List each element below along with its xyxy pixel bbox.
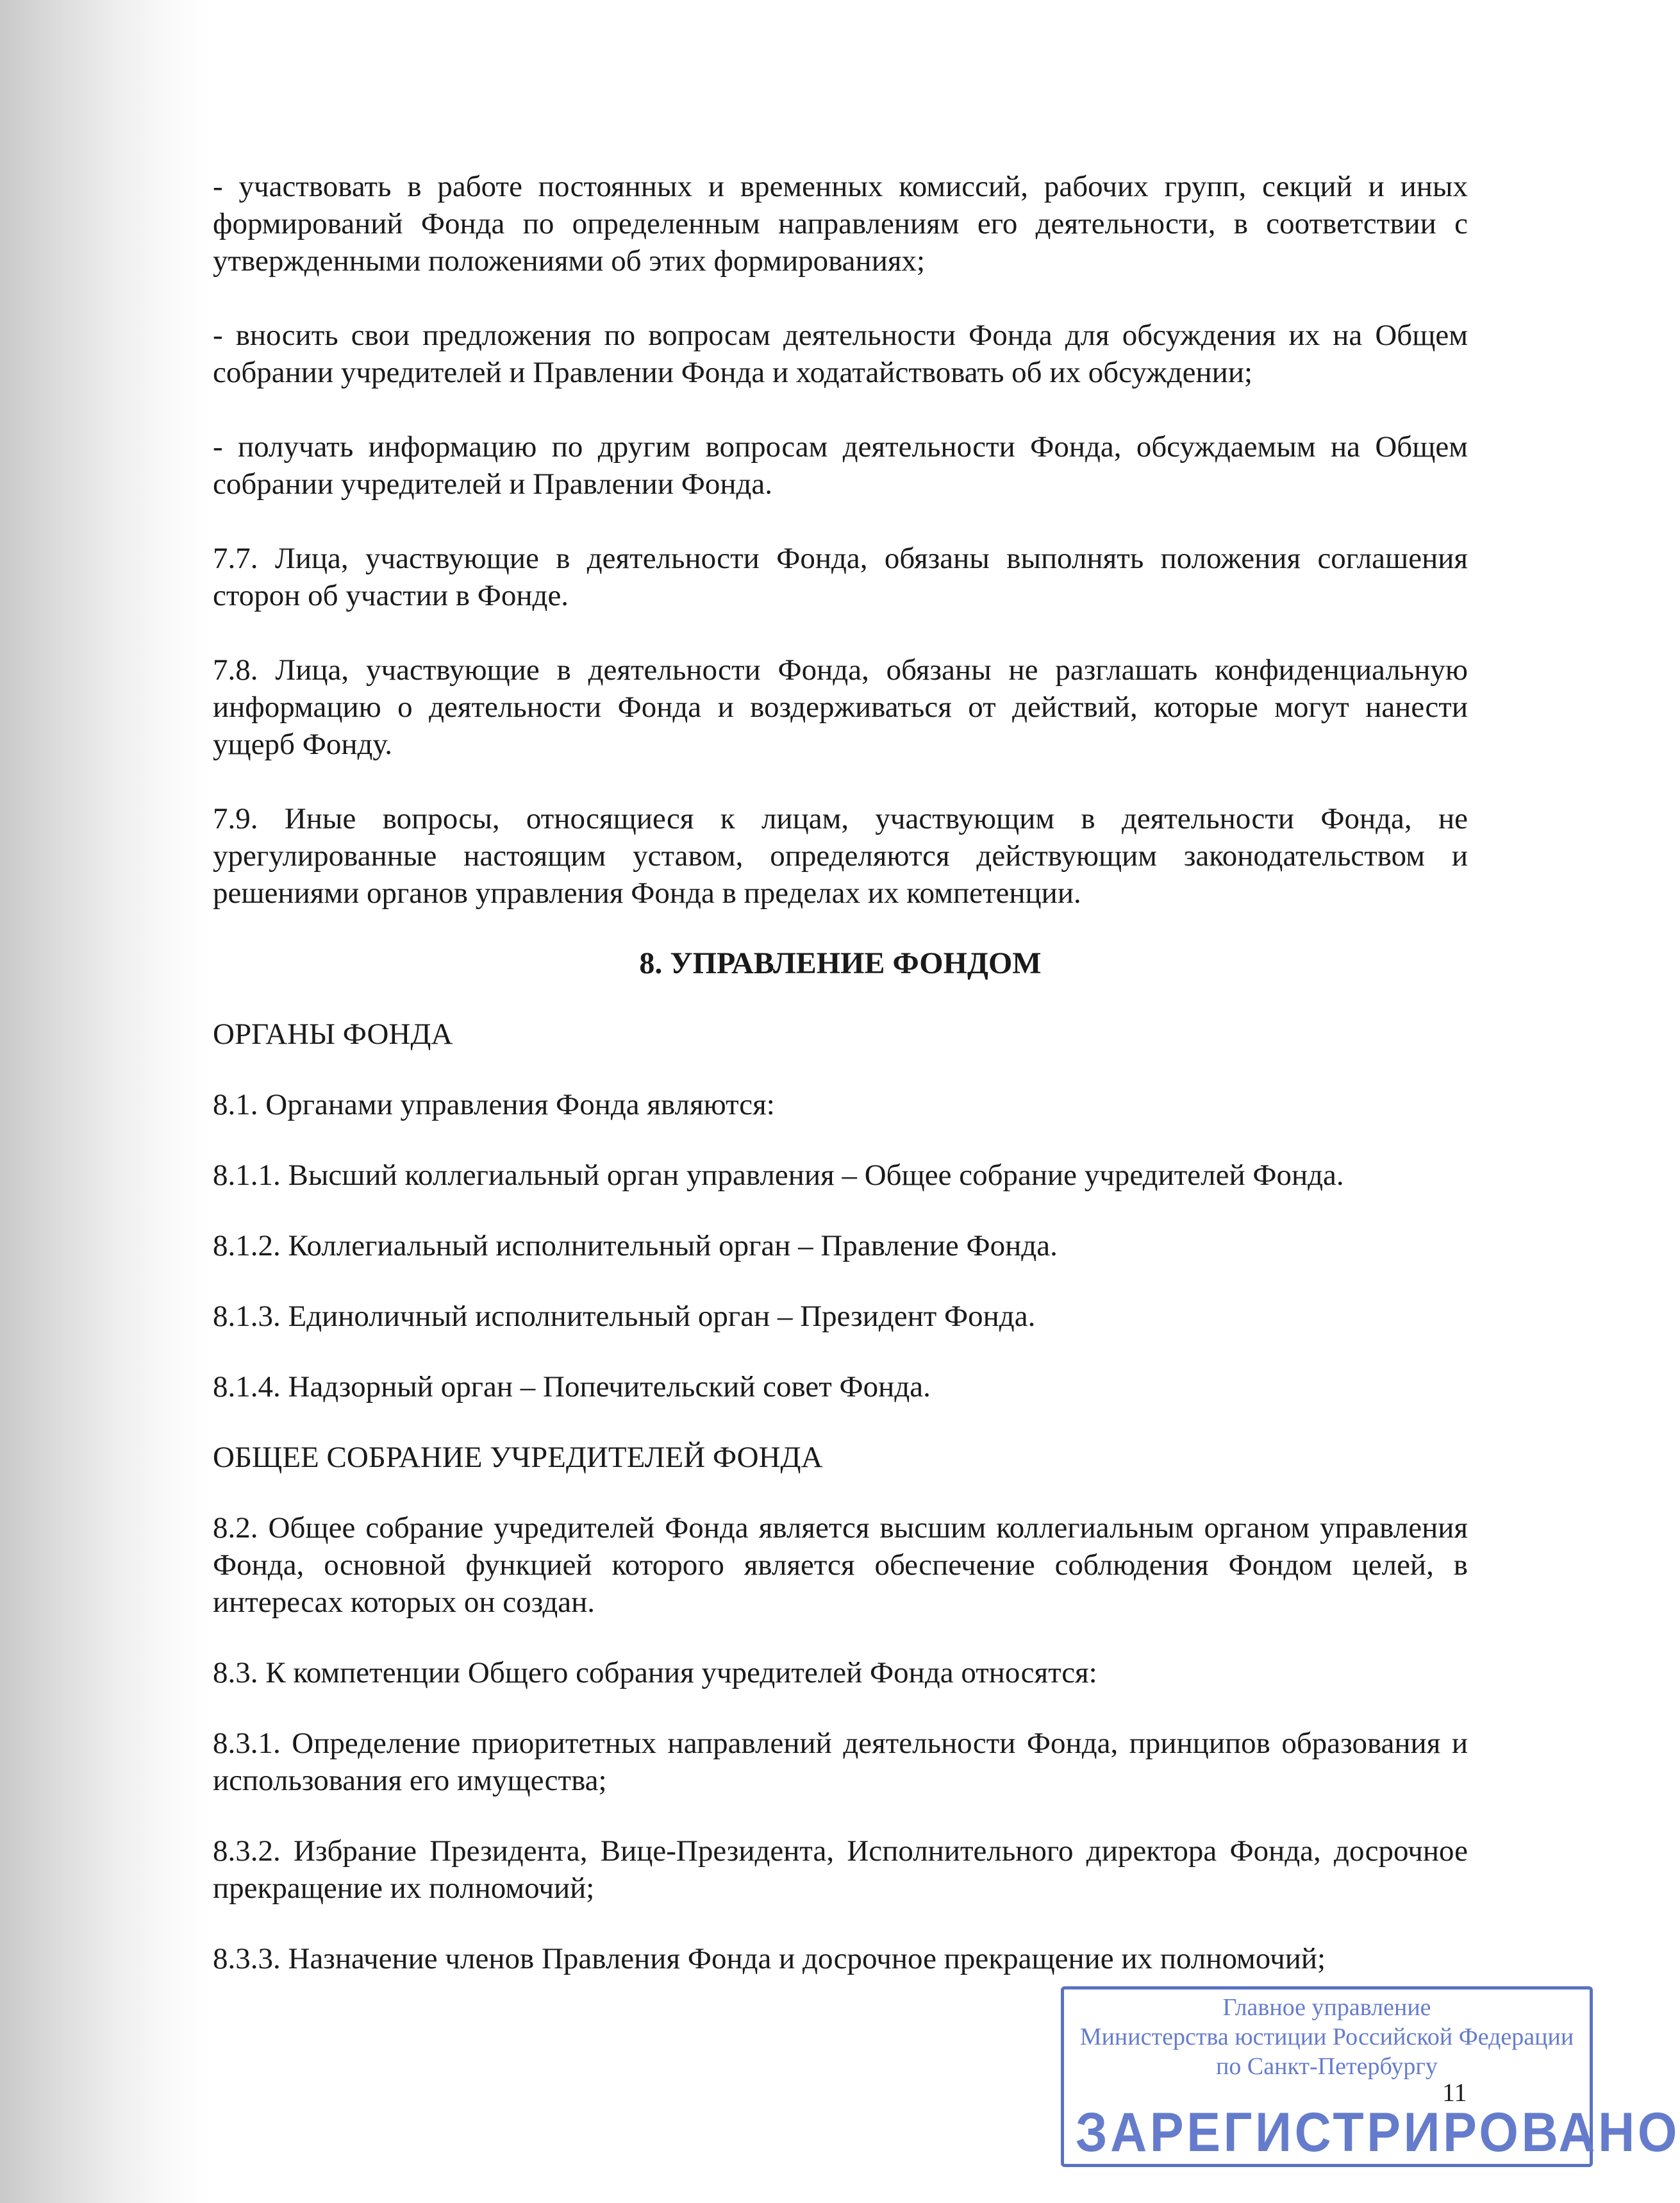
- paragraph-participate: - участвовать в работе постоянных и временных комиссий, рабочих групп, секций и иных формирований Фонда по определенным направлениям его деятельности, в соответствии с утвержденными положениями об этих формированиях;: [213, 170, 1468, 278]
- paragraph-8-1: 8.1. Органами управления Фонда являются:: [213, 1088, 775, 1121]
- scan-edge-shadow: [0, 0, 212, 2203]
- paragraph-8-1-1: 8.1.1. Высший коллегиальный орган управления – Общее собрание учредителей Фонда.: [213, 1159, 1344, 1192]
- paragraph-8-3: 8.3. К компетенции Общего собрания учредителей Фонда относятся:: [213, 1656, 1097, 1689]
- page-number: 11: [1442, 2078, 1467, 2107]
- paragraph-8-3-1: 8.3.1. Определение приоритетных направлений деятельности Фонда, принципов образования и использования его имущества;: [213, 1727, 1468, 1797]
- subheading-general-meeting: ОБЩЕЕ СОБРАНИЕ УЧРЕДИТЕЛЕЙ ФОНДА: [213, 1441, 823, 1474]
- stamp-line-ministry: Министерства юстиции Российской Федерации: [1079, 2023, 1574, 2050]
- paragraph-proposals: - вносить свои предложения по вопросам деятельности Фонда для обсуждения их на Общем собрании учредителей и Правлении Фонда и ходатайствовать об их обсуждении;: [213, 319, 1468, 389]
- paragraph-8-2: 8.2. Общее собрание учредителей Фонда является высшим коллегиальным органом управления Фонда, основной функцией которого является обеспечение соблюдения Фондом целей, в интересах которых он создан.: [213, 1511, 1468, 1619]
- paragraph-8-3-2: 8.3.2. Избрание Президента, Вице-Президента, Исполнительного директора Фонда, досрочное прекращение их полномочий;: [213, 1834, 1468, 1905]
- paragraph-8-1-4: 8.1.4. Надзорный орган – Попечительский совет Фонда.: [213, 1370, 931, 1403]
- stamp-line-city: по Санкт-Петербургу: [1216, 2053, 1438, 2080]
- paragraph-8-1-2: 8.1.2. Коллегиальный исполнительный орган – Правление Фонда.: [213, 1229, 1058, 1262]
- registration-stamp: [1061, 1986, 1680, 2167]
- document-body: [213, 168, 1468, 1977]
- paragraph-information: - получать информацию по другим вопросам деятельности Фонда, обсуждаемым на Общем собрании учредителей и Правлении Фонда.: [213, 430, 1468, 501]
- subheading-fund-bodies: ОРГАНЫ ФОНДА: [213, 1018, 453, 1051]
- stamp-registered-text: ЗАРЕГИСТРИРОВАНО: [1076, 2102, 1680, 2163]
- paragraph-7-9: 7.9. Иные вопросы, относящиеся к лицам, участвующим в деятельности Фонда, не урегулированные настоящим уставом, определяются действующим законодательством и решениями органов управления Фонда в пределах их компетенции.: [213, 802, 1468, 910]
- paragraph-8-3-3: 8.3.3. Назначение членов Правления Фонда и досрочное прекращение их полномочий;: [213, 1942, 1326, 1975]
- paragraph-8-1-3: 8.1.3. Единоличный исполнительный орган – Президент Фонда.: [213, 1300, 1036, 1333]
- stamp-line-authority: Главное управление: [1222, 1994, 1431, 2021]
- paragraph-7-7: 7.7. Лица, участвующие в деятельности Фонда, обязаны выполнять положения соглашения сторон об участии в Фонде.: [213, 542, 1468, 612]
- paragraph-7-8: 7.8. Лица, участвующие в деятельности Фонда, обязаны не разглашать конфиденциальную информацию о деятельности Фонда и воздерживаться от действий, которые могут нанести ущерб Фонду.: [213, 653, 1468, 761]
- section-title: 8. УПРАВЛЕНИЕ ФОНДОМ: [639, 946, 1042, 980]
